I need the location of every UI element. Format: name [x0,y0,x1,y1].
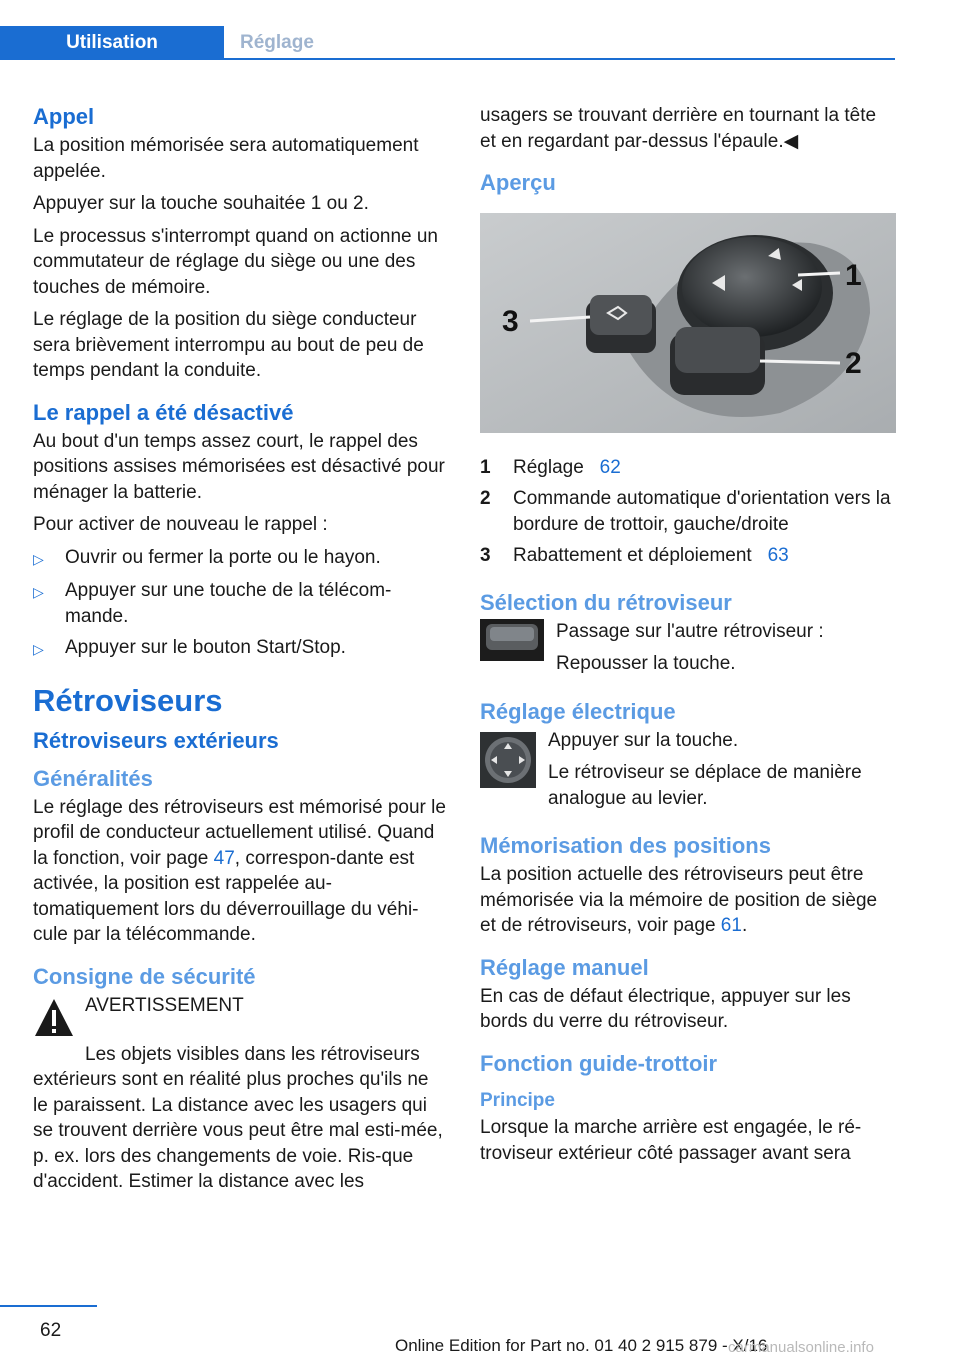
tab-reglage[interactable]: Réglage [240,32,314,53]
header-divider [224,58,895,60]
bullet-item: ▷ Appuyer sur le bouton Start/Stop. [33,635,446,663]
memorisation-paragraph: La position actuelle des rétroviseurs peut être mémorisée via la mémoire de position de siège et de rétroviseurs, voir page 61. [480,864,878,936]
rappel-paragraph-1: Au bout d'un temps assez court, le rappel des positions assises mémorisées est désactivé pour ménager la batterie. [33,430,445,503]
bullet-item: ▷ Ouvrir ou fermer la porte ou le hayon. [33,545,446,573]
reglage-electrique-paragraph-2: Le rétroviseur se déplace de manière analogue au levier. [548,762,862,809]
selection-paragraph-2: Repousser la touche. [556,653,736,674]
triangle-bullet-icon: ▷ [33,641,44,657]
triangle-bullet-icon: ▷ [33,550,44,567]
header-bar [0,0,895,60]
apercu-heading: Aperçu [480,170,556,195]
reglage-electrique-block [480,728,896,819]
generalites-heading: Généralités [33,765,153,791]
legend-item: 1 Réglage 62 [480,456,621,478]
mirror-joystick-icon [480,732,536,788]
appel-paragraph-3: Le processus s'interrompt quand on actionne un commutateur de réglage du siège ou une des touches de mémoire. [33,225,438,298]
tab-utilisation[interactable]: Utilisation [0,26,224,60]
legend-item: 3 Rabattement et déploiement 63 [480,545,789,566]
reglage-manuel-heading: Réglage manuel [480,954,649,980]
warning-title: AVERTISSEMENT [85,994,244,1016]
page-link-47[interactable]: 47 [213,847,235,869]
mirror-control-photo [480,213,896,433]
photo-label-3: 3 [502,305,519,338]
selection-block [480,619,896,684]
rappel-heading: Le rappel a été désactivé [33,399,294,425]
retroviseurs-title: Rétroviseurs [33,682,223,718]
right-column [480,103,896,1173]
reglage-electrique-heading: Réglage électrique [480,698,676,724]
triangle-bullet-icon: ▷ [33,584,44,600]
online-edition-text: Online Edition for Part no. 01 40 2 915 879 - X/16 [395,1336,768,1355]
reglage-manuel-paragraph: En cas de défaut électrique, appuyer sur les bords du verre du rétroviseur. [480,985,851,1032]
principe-heading: Principe [480,1089,555,1111]
page-number: 62 [40,1320,62,1341]
selection-paragraph-1: Passage sur l'autre rétroviseur : [556,620,824,642]
photo-label-1: 1 [845,259,862,292]
warning-triangle-icon [33,996,75,1042]
principe-paragraph: Lorsque la marche arrière est engagée, le ré-troviseur extérieur côté passager avant sera [480,1117,862,1164]
warning-text: Les objets visibles dans les rétroviseurs extérieurs sont en réalité plus proches qu'ils ne le paraissent. La distance avec les usagers qui se trouvent derrière vous peut être mal esti-mée, p. ex. lors des changements de voie. Ris-que d'accident. Estimer la distance avec les [33,1043,443,1192]
continued-warning-text: usagers se trouvant derrière en tournant la tête et en regardant par-dessus l'épaule.◀ [480,105,877,152]
warning-block [33,993,446,1042]
guide-trottoir-heading: Fonction guide-trottoir [480,1050,718,1076]
watermark-text: carmanualsonline.info [728,1339,874,1356]
left-column [33,103,446,1202]
rappel-paragraph-2: Pour activer de nouveau le rappel : [33,514,328,535]
bullet-item: ▷ Appuyer sur une touche de la télécom-mande. [33,578,446,629]
appel-heading: Appel [33,104,95,129]
consigne-heading: Consigne de sécurité [33,963,256,989]
photo-label-2: 2 [845,347,862,380]
mirror-select-button-icon [480,619,544,661]
page-link-61[interactable]: 61 [720,915,742,936]
selection-heading: Sélection du rétroviseur [480,589,732,615]
retroviseurs-exterieurs-heading: Rétroviseurs extérieurs [33,727,279,753]
memorisation-heading: Mémorisation des positions [480,833,771,858]
generalites-paragraph: Le réglage des rétroviseurs est mémorisé pour le profil de conducteur actuellement utilisé. Quand la fonction, voir page 47, correspon-dante est activée, la position est rappelée au-tomatiquement lors du déverrouillage du véhi-cule par la télécommande. [33,796,446,945]
legend-item: 2 Commande automatique d'orientation vers la bordure de trottoir, gauche/droite [480,488,891,535]
page-link-63[interactable]: 63 [767,545,789,566]
page-link-62[interactable]: 62 [599,456,621,478]
appel-paragraph-2: Appuyer sur la touche souhaitée 1 ou 2. [33,193,369,214]
appel-paragraph-1: La position mémorisée sera automatiquement appelée. [33,135,419,182]
footer-divider [0,1305,97,1307]
reglage-electrique-paragraph-1: Appuyer sur la touche. [548,729,739,751]
appel-paragraph-4: Le réglage de la position du siège conducteur sera brièvement interrompu au bout de peu de temps pendant la conduite. [33,309,424,381]
